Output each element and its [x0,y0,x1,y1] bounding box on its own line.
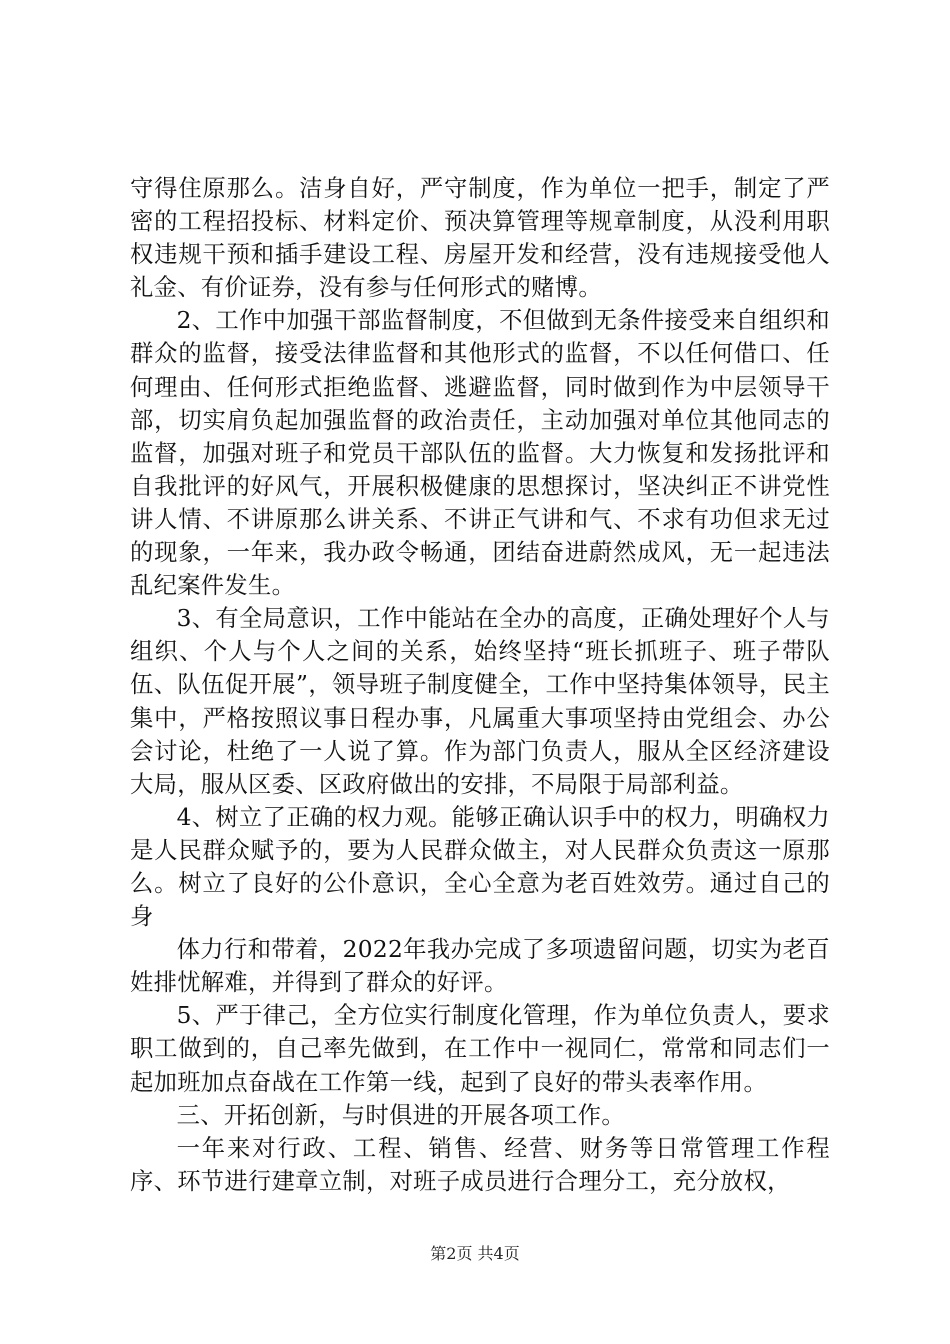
page-footer [0,1244,950,1264]
paragraph-6: 5、严于律己，全方位实行制度化管理，作为单位负责人，要求职工做到的，自己率先做到，在工作中一视同仁，常常和同志们一起加班加点奋战在工作第一线，起到了良好的带头表率作用。 [130,1002,830,1096]
paragraph-4: 4、树立了正确的权力观。能够正确认识手中的权力，明确权力是人民群众赋予的，要为人民群众做主，对人民群众负责这一原那么。树立了良好的公仆意识，全心全意为老百姓效劳。通过自己的身 [130,803,830,931]
paragraph-8: 一年来对行政、工程、销售、经营、财务等日常管理工作程序、环节进行建章立制，对班子成员进行合理分工，充分放权， [130,1134,830,1195]
paragraph-3: 3、有全局意识，工作中能站在全办的高度，正确处理好个人与组织、个人与个人之间的关系，始终坚持“班长抓班子、班子带队伍、队伍促开展”，领导班子制度健全，工作中坚持集体领导，民主集中，严格按照议事日程办事，凡属重大事项坚持由党组会、办公会讨论，杜绝了一人说了算。作为部门负责人，服从全区经济建设大局，服从区委、区政府做出的安排，不局限于局部利益。 [130,605,830,798]
paragraph-2: 2、工作中加强干部监督制度，不但做到无条件接受来自组织和群众的监督，接受法律监督和其他形式的监督，不以任何借口、任何理由、任何形式拒绝监督、逃避监督，同时做到作为中层领导干部，切实肩负起加强监督的政治责任，主动加强对单位其他同志的监督，加强对班子和党员干部队伍的监督。大力恢复和发扬批评和自我批评的好风气，开展积极健康的思想探讨，坚决纠正不讲党性讲人情、不讲原那么讲关系、不讲正气讲和气、不求有功但求无过的现象，一年来，我办政令畅通，团结奋进蔚然成风，无一起违法乱纪案件发生。 [130,307,830,600]
document-body [130,172,830,1198]
paragraph-7: 三、开拓创新，与时俱进的开展各项工作。 [176,1101,625,1129]
paragraph-1: 守得住原那么。洁身自好，严守制度，作为单位一把手，制定了严密的工程招投标、材料定价、预决算管理等规章制度，从没利用职权违规干预和插手建设工程、房屋开发和经营，没有违规接受他人礼金、有价证券，没有参与任何形式的赌博。 [130,175,830,302]
page-number-label: 第2页 共4页 [430,1244,520,1263]
paragraph-5: 体力行和带着，2022年我办完成了多项遗留问题，切实为老百姓排忧解难，并得到了群众的好评。 [130,936,830,997]
